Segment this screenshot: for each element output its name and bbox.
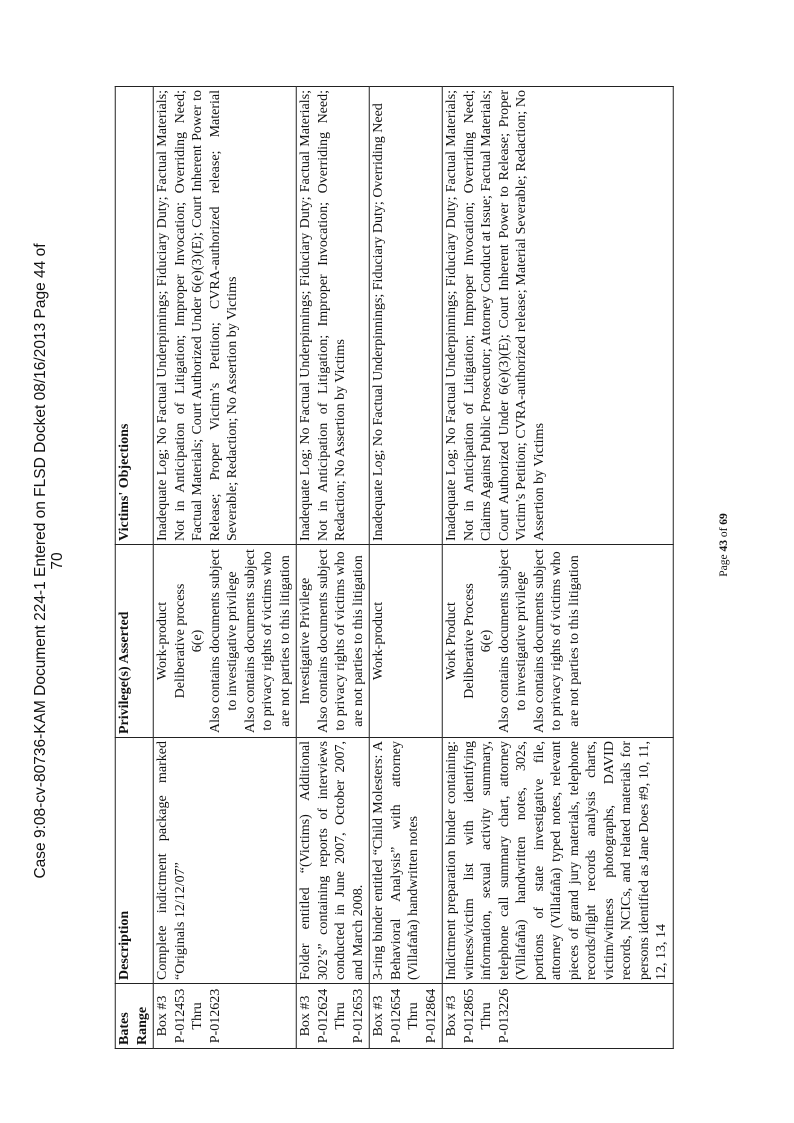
objections-cell: Inadequate Log; No Factual Underpinnings; Fiduciary Duty; Overriding Need xyxy=(369,87,442,545)
privileges-cell: Work-product xyxy=(369,545,442,738)
column-header-objections: Victims' Objections xyxy=(115,87,153,545)
description-cell: Folder entitled “(Victims) Additional 302’s” containing reports of interviews conducted in June 2007, October 2007, and March 2008. xyxy=(296,738,369,984)
objections-cell: Inadequate Log; No Factual Underpinnings; Fiduciary Duty; Factual Materials; Not in Anticipation of Litigation; Improper Invocation; Overriding Need; Claims Against Public Prosecutor; Attorney Conduct at Issue; Factual Materials; Court Authorized Under 6(e)(3)(E); Court Inherent Power to Release; Proper Victim’s Petition; CVRA-authorized release; Material Severable; Redaction; No Assertion by Victims xyxy=(442,87,673,545)
bates-range-cell: Box #3 P-012865 Thru P-013226 xyxy=(442,984,673,1049)
objections-cell: Inadequate Log; No Factual Underpinnings; Fiduciary Duty; Factual Materials; Not in Anticipation of Litigation; Improper Invocation; Overriding Need; Factual Materials; Court Authorized Under 6(e)(3)(E); Court Inherent Power to Release; Proper Victim’s Petition; CVRA-authorized release; Material Severable; Redaction; No Assertion by Victims xyxy=(153,87,296,545)
column-header-description: Description xyxy=(115,738,153,984)
description-cell: 3-ring binder entitled “Child Molesters: A Behavioral Analysis” with attorney (Villafaña) handwritten notes xyxy=(369,738,442,984)
privilege-log-table xyxy=(115,86,674,1049)
page-total: 69 xyxy=(718,513,730,525)
bates-range-cell: Box #3 P-012624 Thru P-012653 xyxy=(296,984,369,1049)
page-current: 43 xyxy=(718,540,730,552)
table-row xyxy=(296,87,369,1049)
privileges-cell: Work Product Deliberative Process 6(e) Also contains documents subject to investigative privilege Also contains documents subject to privacy rights of victims who are not parties to this litigation xyxy=(442,545,673,738)
page-of: of xyxy=(718,524,730,541)
description-cell: Indictment preparation binder containing: witness/victim list with identifying information, sexual activity summary, telephone call summary chart, attorney (Villafaña) handwritten notes, 302s, portions of state investigative file, attorney (Villafaña) typed notes, relevant pieces of grand jury materials, telephone records/flight records analysis charts, victim/witness photographs, DAVID records, NCICs, and related materials for persons identified as Jane Does #9, 10, 11, 12, 13, 14 xyxy=(442,738,673,984)
court-filing-header xyxy=(32,61,66,1061)
header-line-2: 70 xyxy=(49,552,66,570)
page-number xyxy=(718,513,730,577)
column-header-privileges: Privilege(s) Asserted xyxy=(115,545,153,738)
bates-range-cell: Box #3 P-012654 Thru P-012864 xyxy=(369,984,442,1049)
table-row xyxy=(442,87,673,1049)
header-line-1: Case 9:08-cv-80736-KAM Document 224-1 Entered on FLSD Docket 08/16/2013 Page 44 of xyxy=(32,243,49,879)
objections-cell: Inadequate Log; No Factual Underpinnings; Fiduciary Duty; Factual Materials; Not in Anticipation of Litigation; Improper Invocation; Overriding Need; Redaction; No Assertion by Victims xyxy=(296,87,369,545)
privileges-cell: Work-product Deliberative process 6(e) Also contains documents subject to investigative privilege Also contains documents subject to privacy rights of victims who are not parties to this litigation xyxy=(153,545,296,738)
privilege-log-table-wrapper xyxy=(115,87,674,1049)
bates-range-cell: Box #3 P-012453 Thru P-012623 xyxy=(153,984,296,1049)
privileges-cell: Investigative Privilege Also contains documents subject to privacy rights of victims who are not parties to this litigation xyxy=(296,545,369,738)
table-row xyxy=(153,87,296,1049)
description-cell: Complete indictment package marked “Originals 12/12/07” xyxy=(153,738,296,984)
table-row xyxy=(369,87,442,1049)
table-header-row xyxy=(115,87,153,1049)
page-prefix: Page xyxy=(718,551,730,577)
column-header-bates: Bates Range xyxy=(115,984,153,1049)
